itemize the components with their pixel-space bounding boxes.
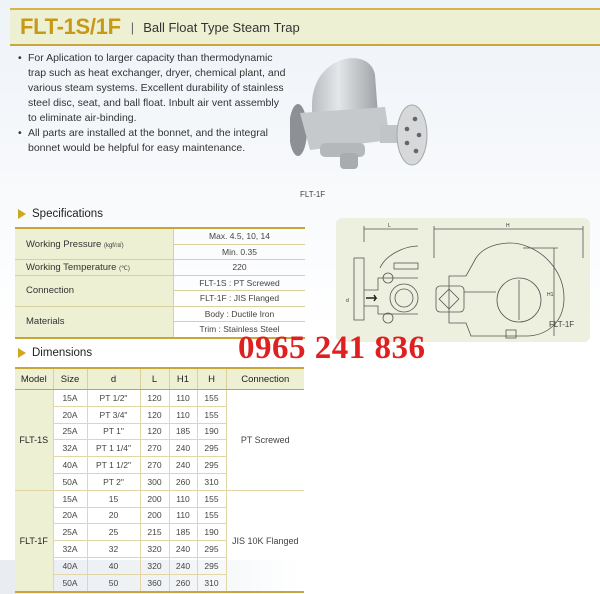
dim-label-d: d [346,298,349,304]
model-cell: FLT-1S [15,390,53,491]
column-header: Connection [226,368,304,390]
product-model: FLT-1S/1F [20,14,121,39]
h1-cell: 185 [169,524,197,541]
product-subtitle: Ball Float Type Steam Trap [143,19,300,35]
product-description [18,51,288,156]
h1-cell: 110 [169,507,197,524]
spec-row [15,306,305,322]
column-header: Model [15,368,53,390]
size-cell: 32A [53,440,87,457]
specifications-heading [18,208,103,220]
h-cell: 295 [197,541,226,558]
spec-value: FLT-1F : JIS Flanged [174,291,306,307]
column-header: Size [53,368,87,390]
spec-label: Working Temperature (℃) [15,260,174,276]
d-cell: PT 1/2" [87,390,140,407]
l-cell: 270 [140,457,169,474]
table-row [15,390,304,407]
photo-caption: FLT-1F [300,190,326,199]
size-cell: 40A [53,457,87,474]
spec-value: Max. 4.5, 10, 14 [174,228,306,244]
spec-value: 220 [174,260,306,276]
flow-arrow-icon [366,295,376,301]
size-cell: 32A [53,541,87,558]
l-cell: 120 [140,390,169,407]
l-cell: 120 [140,406,169,423]
description-bullet: • For Aplication to larger capacity than thermodynamic trap such as heat exchanger, dryer, chemical plant, and various steam systems. Excellent durability of stainless steel disc, seat, and ball float. Inbult air vent assembly to eliminate air-binding. [18,51,288,126]
diagram-caption: FLT-1F [549,320,575,329]
spec-value: Body : Ductile Iron [174,306,306,322]
h1-cell: 240 [169,457,197,474]
h-cell: 295 [197,440,226,457]
h1-cell: 110 [169,406,197,423]
h-cell: 155 [197,490,226,507]
d-cell: 32 [87,541,140,558]
h-cell: 155 [197,390,226,407]
spec-value: Min. 0.35 [174,244,306,260]
title-banner [10,8,600,46]
l-cell: 320 [140,541,169,558]
h1-cell: 110 [169,390,197,407]
dimensions-table [15,367,304,593]
spec-row [15,228,305,244]
l-cell: 120 [140,423,169,440]
size-cell: 20A [53,507,87,524]
dimension-diagram [336,218,590,342]
l-cell: 270 [140,440,169,457]
column-header: H [197,368,226,390]
specifications-table [15,227,305,339]
connection-cell: PT Screwed [226,390,304,491]
dimensions-title: Dimensions [32,347,93,359]
spec-label: Connection [15,275,174,306]
d-cell: 15 [87,490,140,507]
d-cell: 50 [87,574,140,591]
title-separator: | [130,19,135,35]
h-cell: 310 [197,473,226,490]
size-cell: 50A [53,473,87,490]
connection-cell: JIS 10K Flanged [226,490,304,591]
size-cell: 40A [53,557,87,574]
size-cell: 15A [53,390,87,407]
h1-cell: 240 [169,557,197,574]
h1-cell: 260 [169,574,197,591]
h1-cell: 240 [169,541,197,558]
l-cell: 215 [140,524,169,541]
cross-section-drawing [336,218,590,342]
d-cell: PT 1" [87,423,140,440]
steam-trap-photo [290,45,430,195]
d-cell: PT 1 1/2" [87,457,140,474]
h-cell: 310 [197,574,226,591]
size-cell: 20A [53,406,87,423]
l-cell: 300 [140,473,169,490]
column-header: H1 [169,368,197,390]
h-cell: 155 [197,406,226,423]
size-cell: 25A [53,423,87,440]
h-cell: 295 [197,457,226,474]
h-cell: 155 [197,507,226,524]
spec-row [15,260,305,276]
table-row [15,490,304,507]
d-cell: PT 3/4" [87,406,140,423]
column-header: d [87,368,140,390]
dim-label-h: H [506,223,510,229]
l-cell: 320 [140,557,169,574]
d-cell: PT 2" [87,473,140,490]
phone-number: 0965 241 836 [238,330,426,366]
h1-cell: 110 [169,490,197,507]
spec-label: Working Pressure (kgf/㎠) [15,228,174,260]
column-header: L [140,368,169,390]
h-cell: 295 [197,557,226,574]
l-cell: 200 [140,507,169,524]
d-cell: 25 [87,524,140,541]
dim-label-l: L [388,223,391,229]
triangle-bullet-icon [18,209,26,219]
size-cell: 50A [53,574,87,591]
h1-cell: 185 [169,423,197,440]
dimensions-heading [18,347,92,359]
table-header-row [15,368,304,390]
size-cell: 15A [53,490,87,507]
triangle-bullet-icon [18,348,26,358]
h1-cell: 260 [169,473,197,490]
dim-label-h1: H1 [547,292,554,298]
l-cell: 200 [140,490,169,507]
h-cell: 190 [197,524,226,541]
model-cell: FLT-1F [15,490,53,591]
size-cell: 25A [53,524,87,541]
d-cell: PT 1 1/4" [87,440,140,457]
l-cell: 360 [140,574,169,591]
d-cell: 20 [87,507,140,524]
description-bullet: • All parts are installed at the bonnet, and the integral bonnet would be helpful for easy maintenance. [18,126,288,156]
spec-label: Materials [15,306,174,338]
specifications-title: Specifications [32,208,103,220]
d-cell: 40 [87,557,140,574]
spec-row [15,275,305,291]
h1-cell: 240 [169,440,197,457]
h-cell: 190 [197,423,226,440]
spec-value: FLT-1S : PT Screwed [174,275,306,291]
spec-value: Trim : Stainless Steel [174,322,306,338]
